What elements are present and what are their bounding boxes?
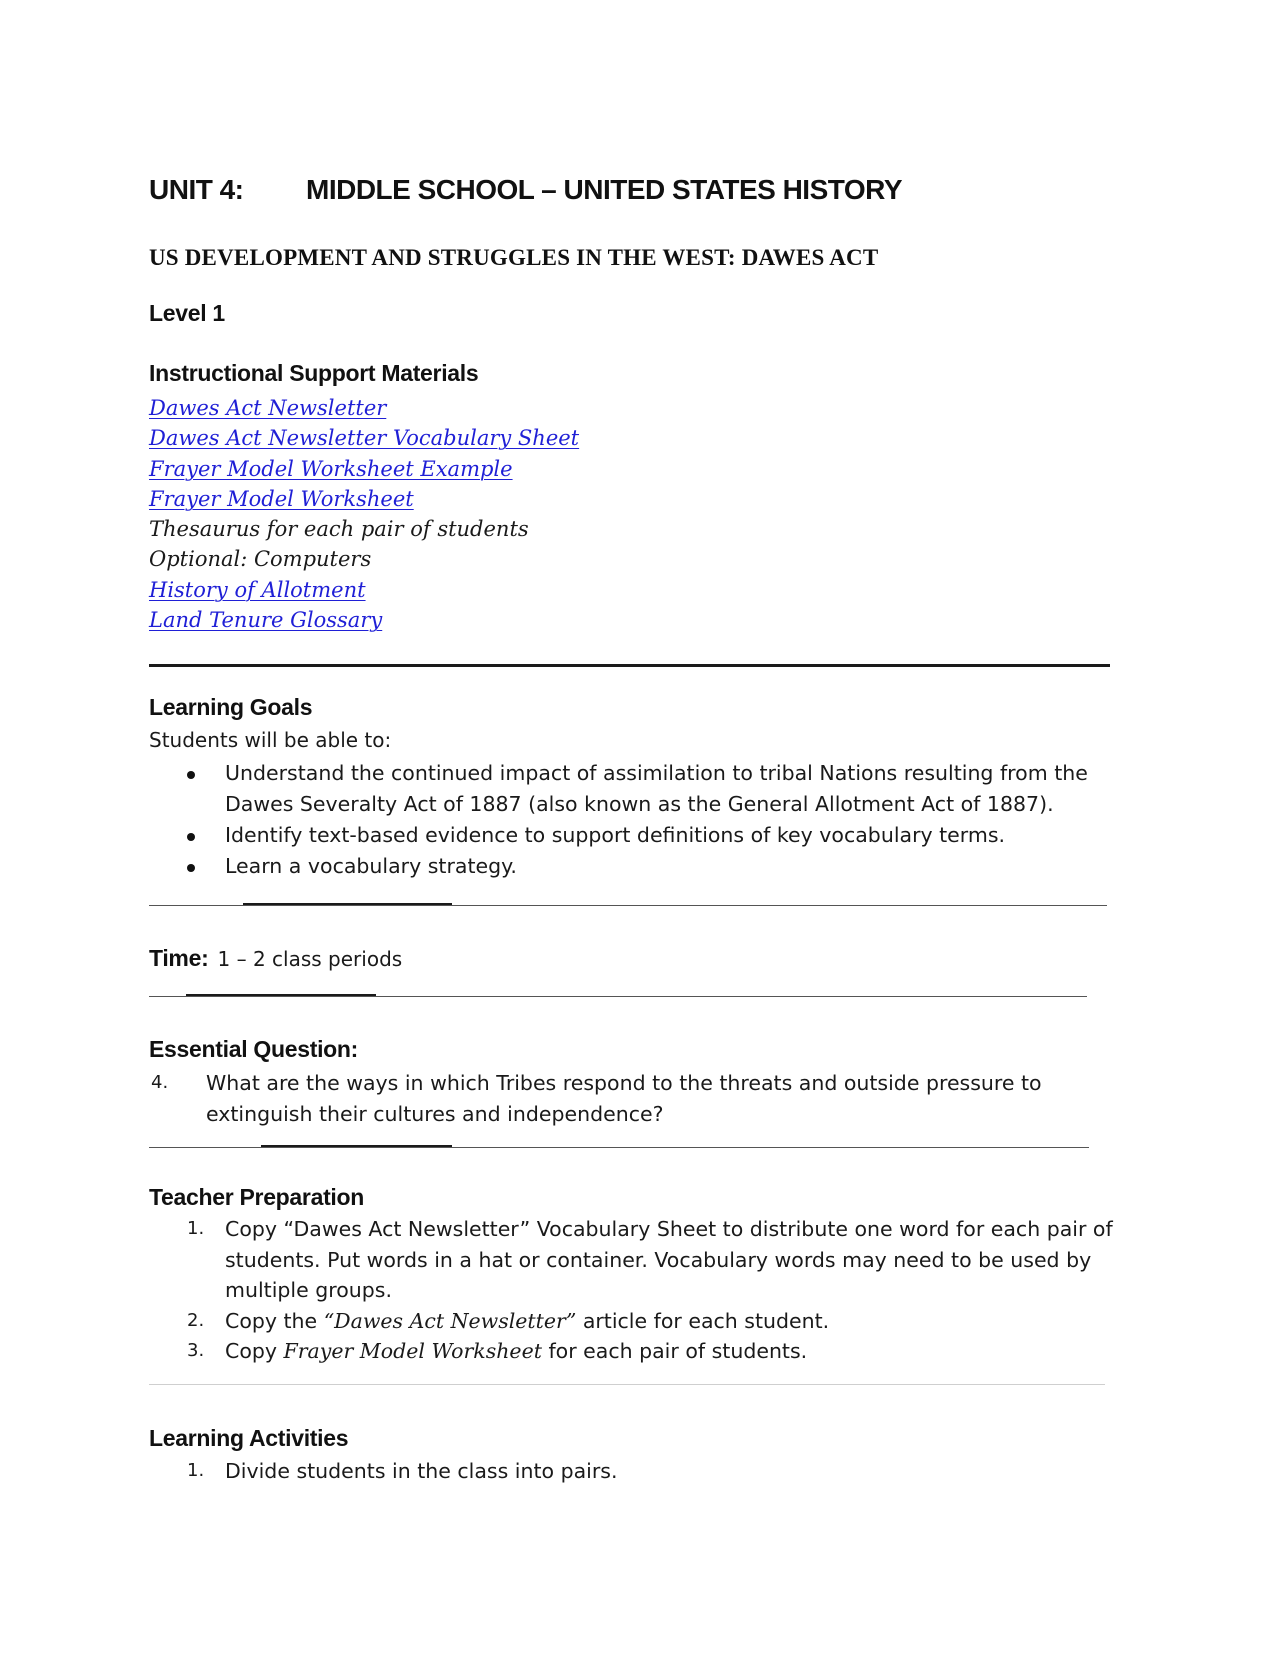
activities-list (149, 1456, 1125, 1487)
materials-heading: Instructional Support Materials (149, 360, 479, 386)
material-link-history-allotment[interactable]: History of Allotment (149, 577, 366, 602)
section-divider-accent (186, 994, 376, 996)
unit-number: UNIT 4: (149, 174, 244, 205)
material-link-vocabulary-sheet[interactable]: Dawes Act Newsletter Vocabulary Sheet (149, 426, 580, 451)
section-divider (149, 905, 1107, 906)
essential-question-list (149, 1068, 1106, 1129)
section-divider (149, 996, 1087, 997)
section-divider (149, 1147, 1089, 1148)
unit-title (149, 174, 902, 206)
goal-item: Understand the continued impact of assimilation to tribal Nations resulting from the Dawes Severalty Act of 1887 (also known as the General Allotment Act of 1887). (149, 758, 1125, 820)
bullet-icon (187, 771, 195, 779)
goals-heading: Learning Goals (149, 694, 313, 720)
goals-intro: Students will be able to: (149, 728, 392, 752)
prep-item: 2. Copy the “Dawes Act Newsletter” article for each student. (187, 1308, 830, 1333)
time-value: 1 – 2 class periods (217, 947, 403, 971)
bullet-icon (187, 864, 195, 872)
goals-list (149, 758, 1125, 882)
material-link-land-tenure-glossary[interactable]: Land Tenure Glossary (149, 608, 383, 633)
essential-question: 4. What are the ways in which Tribes respond to the threats and outside pressure to extinguish their cultures and independence? (151, 1071, 1042, 1126)
time-line (149, 945, 402, 972)
materials-list (149, 393, 579, 635)
time-label: Time: (149, 945, 209, 971)
activity-item: 1. Divide students in the class into pairs. (187, 1459, 618, 1483)
prep-heading: Teacher Preparation (149, 1184, 365, 1210)
level-label: Level 1 (149, 300, 225, 326)
material-link-dawes-newsletter[interactable]: Dawes Act Newsletter (149, 396, 387, 420)
prep-item: 3. Copy Frayer Model Worksheet for each pair of students. (187, 1339, 808, 1363)
section-divider (149, 1384, 1105, 1385)
section-divider-accent (261, 1145, 452, 1147)
section-divider-accent (243, 903, 452, 905)
section-divider (149, 664, 1110, 667)
material-link-frayer-example[interactable]: Frayer Model Worksheet Example (149, 456, 513, 481)
lesson-subtitle: US DEVELOPMENT AND STRUGGLES IN THE WEST: DAWES ACT (149, 245, 879, 270)
activities-heading: Learning Activities (149, 1425, 349, 1451)
goal-item: Learn a vocabulary strategy. (149, 851, 1125, 882)
prep-item: 1. Copy “Dawes Act Newsletter” Vocabulary Sheet to distribute one word for each pair of students. Put words in a hat or container. Vocabulary words may need to be used by multiple groups. (187, 1217, 1113, 1302)
course-title: MIDDLE SCHOOL – UNITED STATES HISTORY (306, 174, 902, 205)
goal-item: Identify text-based evidence to support definitions of key vocabulary terms. (149, 820, 1125, 851)
essential-heading: Essential Question: (149, 1036, 359, 1062)
bullet-icon (187, 833, 195, 841)
material-computers: Optional: Computers (149, 547, 372, 572)
material-link-frayer-worksheet[interactable]: Frayer Model Worksheet (149, 486, 414, 511)
prep-list (149, 1214, 1125, 1367)
material-thesaurus: Thesaurus for each pair of students (149, 517, 529, 542)
